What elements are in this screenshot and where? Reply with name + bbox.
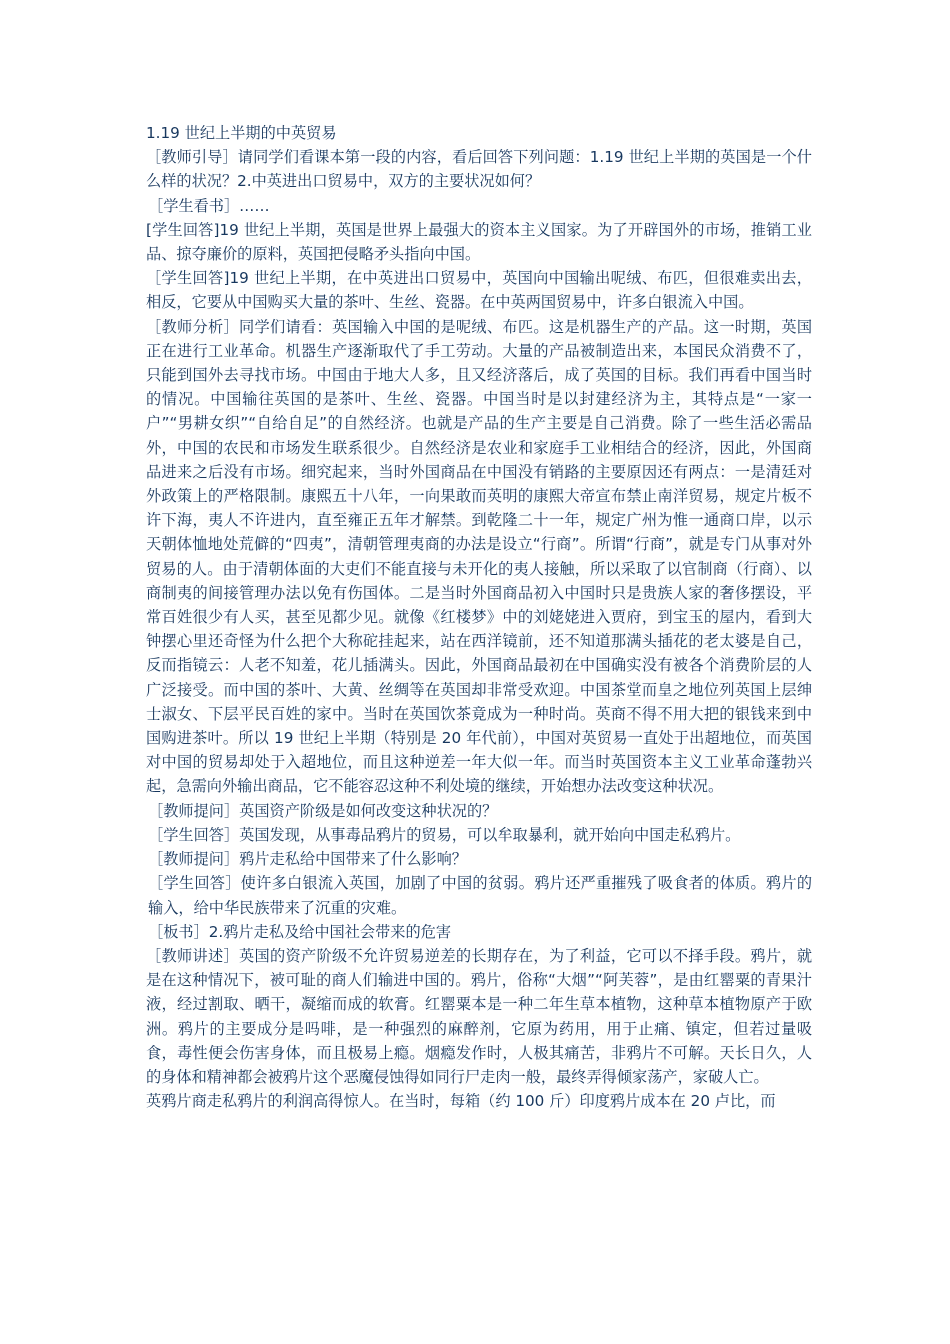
teacher-guide-paragraph: ［教师引导］请同学们看课本第一段的内容，看后回答下列问题：1.19 世纪上半期的英国是一个什么样的状况？2.中英进出口贸易中，双方的主要状况如何？ (146, 148, 812, 191)
opium-profit-paragraph: 英鸦片商走私鸦片的利润高得惊人。在当时，每箱（约 100 斤）印度鸦片成本在 20 卢比，而 (146, 1092, 776, 1111)
student-answer-paragraph-4: ［学生回答］使许多白银流入英国，加剧了中国的贫弱。鸦片还严重摧残了吸食者的体质。鸦片的输入，给中华民族带来了沉重的灾难。 (148, 874, 812, 917)
section-heading: 1.19 世纪上半期的中英贸易 (146, 124, 337, 142)
student-answer-paragraph-1: [学生回答]19 世纪上半期，英国是世界上最强大的资本主义国家。为了开辟国外的市场，推销工业品、掠夺廉价的原料，英国把侵略矛头指向中国。 (146, 220, 812, 264)
blackboard-paragraph: ［板书］2.鸦片走私及给中国社会带来的危害 (148, 922, 452, 941)
student-reading-paragraph: ［学生看书］…… (148, 196, 270, 215)
teacher-narration-paragraph: ［教师讲述］英国的资产阶级不允许贸易逆差的长期存在，为了利益，它可以不择手段。鸦片，就是在这种情况下，被可耻的商人们输进中国的。鸦片，俗称“大烟”“阿芙蓉”，是由红罂粟的青果汁液，经过割取、晒干，凝缩而成的软膏。红罂粟本是一种二年生草本植物，这种草本植物原产于欧洲。鸦片的主要成分是吗啡，是一种强烈的麻醉剂，它原为药用，用于止痛、镇定，但若过量吸食，毒性便会伤害身体，而且极易上瘾。烟瘾发作时，人极其痛苦，非鸦片不可解。天长日久，人的身体和精神都会被鸦片这个恶魔侵蚀得如同行尸走肉一般，最终弄得倾家荡产，家破人亡。 (146, 946, 812, 1086)
teacher-question-paragraph-2: ［教师提问］鸦片走私给中国带来了什么影响？ (148, 850, 467, 869)
teacher-question-paragraph-1: ［教师提问］英国资产阶级是如何改变这种状况的？ (148, 801, 498, 820)
teacher-analysis-paragraph: ［教师分析］同学们请看：英国输入中国的是呢绒、布匹。这是机器生产的产品。这一时期，英国正在进行工业革命。机器生产逐渐取代了手工劳动。大量的产品被制造出来，本国民众消费不了，只能到国外去寻找市场。中国由于地大人多，且又经济落后，成了英国的目标。我们再看中国当时的情况。中国输往英国的是茶叶、生丝、瓷器。中国当时是以封建经济为主，其特点是“一家一户”“男耕女织”“自给自足”的自然经济。也就是产品的生产主要是自己消费。除了一些生活必需品外，中国的农民和市场发生联系很少。自然经济是农业和家庭手工业相结合的经济，因此，外国商品进来之后没有市场。细究起来，当时外国商品在中国没有销路的主要原因还有两点：一是清廷对外政策上的严格限制。康熙五十八年，一向果敢而英明的康熙大帝宣布禁止南洋贸易，规定片板不许下海，夷人不许进内，直至雍正五年才解禁。到乾隆二十一年，规定广州为惟一通商口岸，以示天朝体恤地处荒僻的“四夷”，清朝管理夷商的办法是设立“行商”。所谓“行商”，就是专门从事对外贸易的人。由于清朝体面的大吏们不能直接与未开化的夷人接触，所以采取了以官制商（行商）、以商制夷的间接管理办法以免有伤国体。二是当时外国商品初入中国时只是贵族人家的奢侈摆设，平常百姓很少有人买，甚至见都少见。就像《红楼梦》中的刘姥姥进入贾府，到宝玉的屋内，看到大钟摆心里还奇怪为什么把个大称砣挂起来，站在西洋镜前，还不知道那满头插花的老太婆是自己，反而指镜云：人老不知羞，花儿插满头。因此，外国商品最初在中国确实没有被各个消费阶层的人广泛接受。而中国的茶叶、大黄、丝绸等在英国却非常受欢迎。中国茶堂而皇之地位列英国上层绅士淑女、下层平民百姓的家中。当时在英国饮茶竟成为一种时尚。英商不得不用大把的银钱来到中国购进茶叶。所以 19 世纪上半期（特别是 20 年代前），中国对英贸易一直处于出超地位，而英国对中国的贸易却处于入超地位，而且这种逆差一年大似一年。而当时英国资本主义工业革命蓬勃兴起，急需向外输出商品，它不能容忍这种不利处境的继续，开始想办法改变这种状况。 (146, 317, 812, 796)
student-answer-paragraph-2: ［学生回答]19 世纪上半期，在中英进出口贸易中，英国向中国输出呢绒、布匹，但很难卖出去，相反，它要从中国购买大量的茶叶、生丝、瓷器。在中英两国贸易中，许多白银流入中国。 (146, 269, 812, 312)
student-answer-paragraph-3: ［学生回答］英国发现，从事毒品鸦片的贸易，可以牟取暴利，就开始向中国走私鸦片。 (148, 825, 741, 844)
